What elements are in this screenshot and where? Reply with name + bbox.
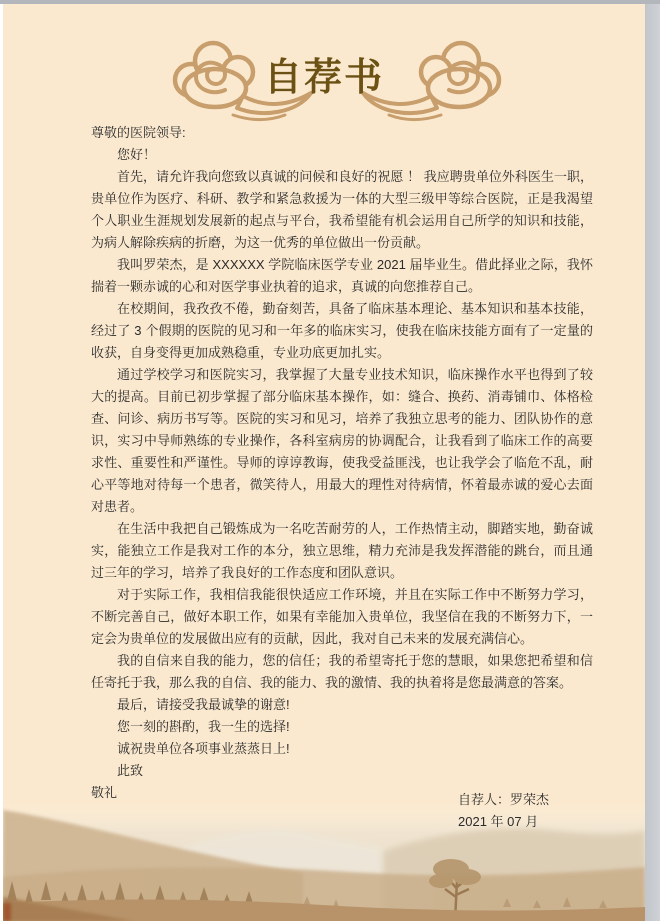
cizhi-line: 此致: [117, 763, 144, 778]
signature-date: 2021 年 07 月: [458, 814, 539, 829]
letter-paragraph: 在校期间，我孜孜不倦，勤奋刻苦，具备了临床基本理论、基本知识和基本技能，经过了 3 个假期的医院的见习和一年多的临床实习，使我在临床技能方面有了一定量的收获，自身变得更加成熟稳重，专业功底更加扎实。: [91, 301, 593, 360]
signature-name: 自荐人：罗荣杰: [458, 792, 550, 807]
letter-paragraph: 我的自信来自我的能力，您的信任；我的希望寄托于您的慧眼，如果您把希望和信任寄托于我，那么我的自信、我的能力、我的激情、我的执着将是您最满意的答案。: [91, 653, 593, 690]
letter-paragraph: 首先，请允许我向您致以真诚的问候和良好的祝愿 ！ 我应聘贵单位外科医生一职，贵单位作为医疗、科研、教学和紧急救援为一体的大型三级甲等综合医院，正是我渴望个人职业生涯规划发展新的起点与平台，我希望能有机会运用自己所学的知识和技能，为病人解除疾病的折磨，为这一优秀的单位做出一份贡献。: [91, 169, 593, 250]
letter-paragraph: 在生活中我把自己锻炼成为一名吃苦耐劳的人，工作热情主动，脚踏实地，勤奋诚实，能独立工作是我对工作的本分，独立思维，精力充沛是我发挥潜能的跳台，而且通过三年的学习，培养了我良好的工作态度和团队意识。: [91, 521, 593, 580]
letter-paragraph: 我叫罗荣杰，是 XXXXXX 学院临床医学专业 2021 届毕业生。借此择业之际，我怀揣着一颗赤诚的心和对医学事业执着的追求，真诚的向您推荐自己。: [91, 257, 593, 294]
thanks-line: 最后，请接受我最诚挚的谢意!: [117, 697, 290, 712]
greeting-line: 尊敬的医院领导:: [91, 125, 186, 140]
decision-line: 您一刻的斟酌，我一生的选择!: [117, 719, 290, 734]
letter-paragraph: 通过学校学习和医院实习，我掌握了大量专业技术知识，临床操作水平也得到了较大的提高。目前已初步掌握了部分临床基本操作，如：缝合、换药、消毒铺巾、体格检查、问诊、病历书写等。医院的实习和见习，培养了我独立思考的能力、团队协作的意识，实习中导师熟练的专业操作，各科室病房的协调配合，让我看到了临床工作的高要求性、重要性和严谨性。导师的谆谆教诲，使我受益匪浅，也让我学会了临危不乱，耐心平等地对待每一个患者，微笑待人，用最大的理性对待病情，怀着最赤诚的爱心去面对患者。: [91, 367, 593, 514]
title-banner: [3, 34, 645, 130]
letter-paragraph: 对于实际工作，我相信我能很快适应工作环境，并且在实际工作中不断努力学习，不断完善自己，做好本职工作，如果有幸能加入贵单位，我坚信在我的不断努力下，一定会为贵单位的发展做出应有的贡献，因此，我对自己未来的发展充满信心。: [91, 587, 593, 646]
wish-line: 诚祝贵单位各项事业蒸蒸日上!: [117, 741, 290, 756]
letter-body: [91, 122, 593, 804]
jingli-line: 敬礼: [91, 785, 118, 800]
document-page: [3, 4, 645, 921]
scrollbar-track[interactable]: [645, 4, 660, 921]
hello-line: 您好！: [117, 147, 157, 162]
page-title: 自荐书: [263, 57, 384, 99]
signature-block: [458, 789, 549, 833]
